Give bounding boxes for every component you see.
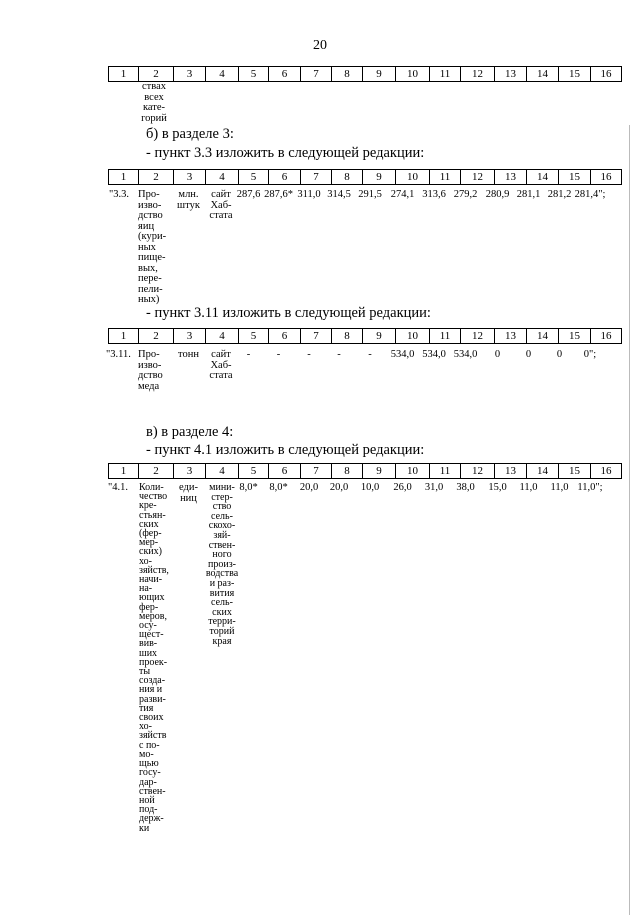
value-col-8: 20,0 [329,482,349,493]
column-number-11: 11 [430,67,461,82]
value-col-11: 31,0 [424,482,444,493]
column-number-16: 16 [591,170,622,185]
value-col-10: 274,1 [390,189,415,200]
column-number-5: 5 [239,464,269,479]
column-number-5: 5 [239,329,269,344]
continuation-name-cell: ствах всех кате- горий [141,81,167,124]
value-col-7: - [307,349,311,360]
value-col-16: 0"; [583,349,597,360]
column-number-10: 10 [396,329,430,344]
column-number-4: 4 [206,329,239,344]
column-number-5: 5 [239,67,269,82]
value-col-10: 534,0 [390,349,415,360]
row-4-1-source: мини- стер- ство сель- скохо- зяй- ствен- ного произ- водства и раз- вития сель- ских терри- торий края [205,482,239,647]
row-3-3-source: сайт Хаб- стата [209,189,233,221]
section-v-heading: в) в разделе 4: [146,424,234,440]
column-number-5: 5 [239,170,269,185]
column-number-12: 12 [461,329,495,344]
value-col-8: 314,5 [327,189,351,200]
value-col-13: 15,0 [488,482,507,493]
value-col-11: 313,6 [422,189,446,200]
column-number-13: 13 [495,67,527,82]
value-col-14: 281,1 [516,189,541,200]
column-header-row [108,169,622,185]
column-number-11: 11 [430,170,461,185]
row-3-11-source: сайт Хаб- стата [209,349,233,381]
column-number-6: 6 [269,329,301,344]
column-number-9: 9 [363,329,396,344]
value-col-12: 534,0 [453,349,478,360]
column-number-7: 7 [301,329,332,344]
column-number-4: 4 [206,464,239,479]
value-col-12: 38,0 [456,482,475,493]
column-number-3: 3 [174,464,206,479]
column-number-8: 8 [332,329,363,344]
row-3-11-name: Про- изво- дство меда [138,349,163,392]
column-number-9: 9 [363,464,396,479]
column-number-8: 8 [332,67,363,82]
column-number-2: 2 [139,329,174,344]
value-col-10: 26,0 [393,482,412,493]
value-col-15: 11,0 [550,482,569,493]
value-col-11: 534,0 [422,349,446,360]
column-number-8: 8 [332,170,363,185]
column-number-1: 1 [109,464,139,479]
column-number-15: 15 [559,329,591,344]
item-3-11-intro: - пункт 3.11 изложить в следующей редакции: [146,305,431,321]
value-col-8: - [337,349,341,360]
row-3-3-unit: млн. штук [177,189,200,211]
value-col-14: 11,0 [519,482,538,493]
item-4-1-intro: - пункт 4.1 изложить в следующей редакции: [146,442,425,458]
column-number-1: 1 [109,67,139,82]
column-number-3: 3 [174,170,206,185]
column-number-12: 12 [461,464,495,479]
section-b-heading: б) в разделе 3: [146,126,234,142]
column-number-16: 16 [591,329,622,344]
column-number-15: 15 [559,170,591,185]
column-number-11: 11 [430,329,461,344]
column-number-4: 4 [206,170,239,185]
item-3-3-intro: - пункт 3.3 изложить в следующей редакции: [146,145,425,161]
column-number-1: 1 [109,329,139,344]
column-header-row [108,66,622,82]
column-number-1: 1 [109,170,139,185]
value-col-16: 281,4"; [574,189,606,200]
column-number-13: 13 [495,170,527,185]
value-col-9: 291,5 [358,189,382,200]
value-col-6: 287,6* [264,189,293,200]
column-number-13: 13 [495,329,527,344]
value-col-13: 280,9 [485,189,510,200]
column-number-15: 15 [559,67,591,82]
column-number-8: 8 [332,464,363,479]
column-number-10: 10 [396,170,430,185]
column-number-14: 14 [527,67,559,82]
row-3-11-number: "3.11. [106,349,131,360]
value-col-5: 8,0* [239,482,258,493]
value-col-15: 0 [556,349,563,360]
column-number-9: 9 [363,67,396,82]
row-3-3-number: "3.3. [109,189,130,200]
column-number-13: 13 [495,464,527,479]
column-header-row [108,463,622,479]
column-number-10: 10 [396,67,430,82]
column-number-6: 6 [269,67,301,82]
value-col-15: 281,2 [547,189,572,200]
right-edge-rule [629,125,630,915]
row-3-11-unit: тонн [178,349,199,360]
column-number-7: 7 [301,67,332,82]
column-number-15: 15 [559,464,591,479]
column-number-3: 3 [174,67,206,82]
column-number-7: 7 [301,170,332,185]
row-4-1-name: Коли- чество кре- стьян- ских (фер- мер- ских) хо- зяйств, начи- на- ющих фер- меров, осу- щест- вив- ших проек- ты созда- ния и разви- тия своих хо- зяйств с по- мо- щью госу- дар- ствен- ной под- держ- ки [139,482,169,834]
value-col-16: 11,0"; [577,482,603,493]
value-col-6: - [276,349,281,360]
value-col-5: 287,6 [236,189,261,200]
value-col-7: 20,0 [299,482,319,493]
column-number-16: 16 [591,67,622,82]
column-number-6: 6 [269,464,301,479]
value-col-5: - [246,349,251,360]
page-number: 20 [313,38,327,53]
column-number-10: 10 [396,464,430,479]
value-col-14: 0 [525,349,532,360]
column-number-14: 14 [527,464,559,479]
column-number-14: 14 [527,329,559,344]
column-number-16: 16 [591,464,622,479]
column-number-12: 12 [461,67,495,82]
row-4-1-number: "4.1. [108,482,129,493]
column-number-7: 7 [301,464,332,479]
column-number-12: 12 [461,170,495,185]
value-col-9: 10,0 [360,482,380,493]
value-col-6: 8,0* [269,482,288,493]
column-header-row [108,328,622,344]
column-number-4: 4 [206,67,239,82]
value-col-13: 0 [494,349,501,360]
column-number-6: 6 [269,170,301,185]
column-number-9: 9 [363,170,396,185]
row-3-3-name: Про- изво- дство яиц (кури- ных пище- вых, пере- пели- ных) [138,189,167,305]
value-col-9: - [368,349,372,360]
column-number-2: 2 [139,67,174,82]
column-number-2: 2 [139,464,174,479]
value-col-12: 279,2 [453,189,478,200]
row-4-1-unit: еди- ниц [179,482,198,504]
column-number-11: 11 [430,464,461,479]
column-number-14: 14 [527,170,559,185]
value-col-7: 311,0 [297,189,321,200]
column-number-2: 2 [139,170,174,185]
column-number-3: 3 [174,329,206,344]
